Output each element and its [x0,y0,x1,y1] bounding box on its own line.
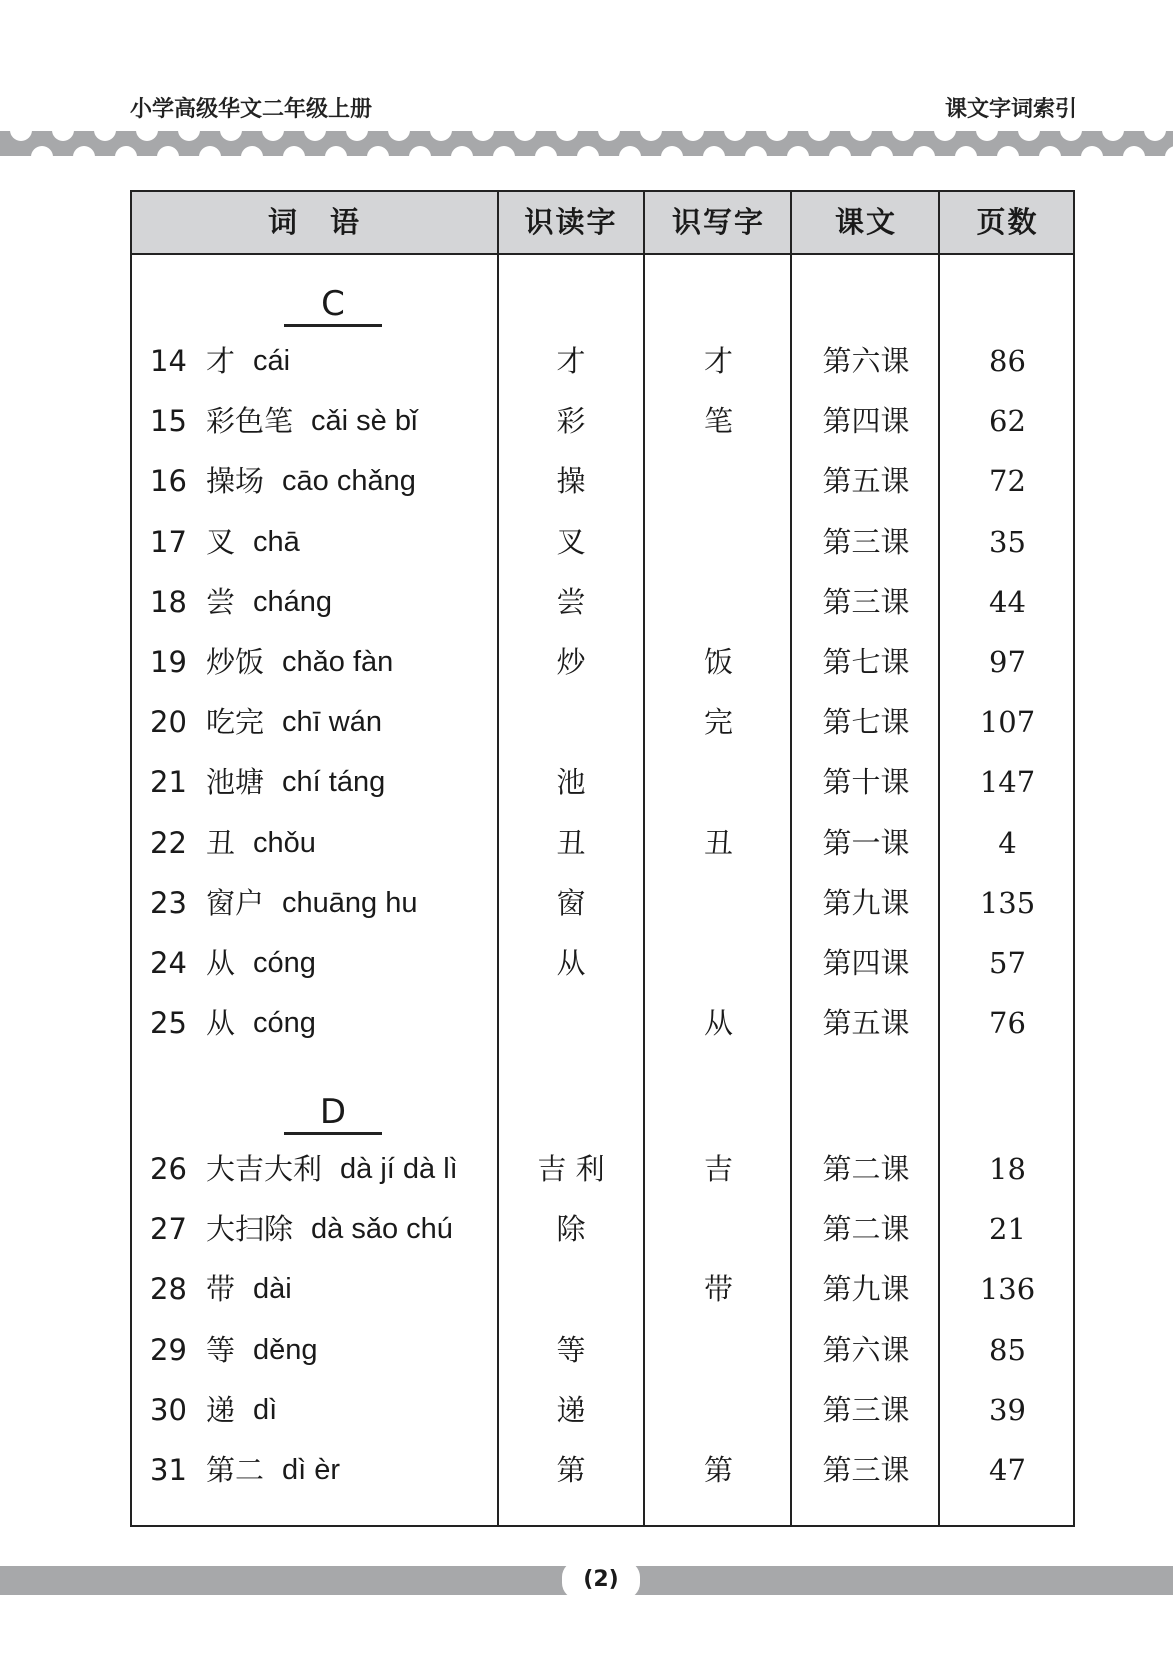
page-ref: 4 [998,825,1017,860]
band-dot [493,146,515,156]
band-dot [157,146,179,156]
entry-number: 30 [150,1392,187,1427]
word-index-table [130,190,1075,1527]
band-dot [220,131,242,141]
band-dot [325,146,347,156]
entry-pinyin: dì èr [282,1454,341,1486]
band-dot [283,146,305,156]
column-header-write-chars: 识写字 [671,205,765,239]
entry-number: 22 [150,825,187,860]
page-ref: 97 [989,645,1026,679]
table-row [132,1388,1073,1432]
write-chars: 才 [703,344,733,378]
band-dot [1060,131,1082,141]
entry-number: 18 [150,584,187,619]
page-ref: 47 [989,1453,1026,1487]
table-row [132,520,1073,564]
lesson: 第五课 [822,464,910,499]
read-chars: 叉 [556,524,586,559]
page-ref: 136 [979,1272,1036,1307]
band-dot [745,146,767,156]
read-chars: 窗 [556,885,586,920]
band-dot [52,131,74,141]
entry-number: 15 [150,404,187,439]
write-chars: 饭 [703,645,733,679]
table-row [132,1207,1073,1251]
decorative-dotted-band [0,131,1173,156]
page-ref: 76 [989,1006,1026,1041]
entry-pinyin: chǒu [253,826,316,859]
page-ref: 107 [979,705,1036,740]
band-dot [598,131,620,141]
entry-pinyin: chǎo fàn [282,646,394,678]
write-chars: 笔 [703,404,733,439]
band-dot [1039,146,1061,156]
book-title: 小学高级华文二年级上册 [130,97,373,122]
table-row [132,1147,1073,1191]
band-dot [199,146,221,156]
entry-word: 操场 [206,464,265,499]
band-dot [808,131,830,141]
band-dot [409,146,431,156]
entry-pinyin: dài [253,1273,292,1306]
band-dot [640,131,662,141]
band-dot [934,131,956,141]
entry-pinyin: cái [253,345,291,377]
page-ref: 44 [989,584,1026,619]
band-dot [976,131,998,141]
band-dot [262,131,284,141]
band-dot [892,131,914,141]
table-row [132,580,1073,624]
entry-number: 16 [150,464,187,499]
entry-pinyin: chí táng [282,766,386,799]
entry-pinyin: dà jí dà lì [340,1153,458,1185]
band-dot [955,146,977,156]
entry-word: 带 [206,1272,236,1307]
band-dot [871,146,893,156]
band-dot [829,146,851,156]
page-ref: 18 [989,1152,1026,1186]
write-chars: 丑 [703,825,733,860]
band-dot [73,146,95,156]
band-dot [430,131,452,141]
entry-number: 27 [150,1212,187,1247]
table-row [132,399,1073,443]
table-row [132,1267,1073,1311]
lesson: 第九课 [822,1272,910,1307]
entry-word: 大吉大利 [206,1152,323,1186]
lesson: 第七课 [822,645,910,679]
table-header [132,192,1073,255]
band-dot [997,146,1019,156]
band-dot [850,131,872,141]
band-dot [115,146,137,156]
band-dot [1102,131,1124,141]
band-dot [451,146,473,156]
section-letter: D [284,1092,382,1135]
column-header-read-chars: 识读字 [524,205,618,239]
entry-word: 炒饭 [206,645,265,679]
lesson: 第五课 [822,1006,910,1041]
entry-word: 等 [206,1332,236,1367]
lesson: 第二课 [822,1212,910,1247]
read-chars: 池 [556,765,586,800]
column-header-page: 页数 [976,205,1039,239]
entry-number: 20 [150,705,187,740]
table-row [132,1001,1073,1045]
table-row [132,640,1073,684]
entry-number: 28 [150,1272,187,1307]
column-header-lesson: 课文 [834,205,897,239]
band-dot [388,131,410,141]
entry-word: 第二 [206,1453,265,1487]
entry-number: 26 [150,1152,187,1186]
entry-number: 29 [150,1332,187,1367]
entry-word: 尝 [206,584,236,619]
band-dot [1165,146,1173,156]
band-dot [577,146,599,156]
entry-pinyin: děng [253,1333,318,1366]
band-dot [682,131,704,141]
lesson: 第一课 [822,825,910,860]
band-dot [472,131,494,141]
entry-number: 31 [150,1453,187,1487]
read-chars: 丑 [556,825,586,860]
table-row [132,339,1073,383]
entry-word: 递 [206,1392,236,1427]
band-dot [535,146,557,156]
table-row [132,881,1073,925]
read-chars: 从 [556,946,586,980]
entry-number: 14 [150,344,187,378]
band-dot [913,146,935,156]
column-header-word: 词 语 [267,205,361,239]
band-dot [1144,131,1166,141]
table-row [132,459,1073,503]
read-chars: 彩 [556,404,586,439]
band-dot [619,146,641,156]
lesson: 第三课 [822,524,910,559]
band-dot [1081,146,1103,156]
page-ref: 147 [979,765,1036,800]
band-dot [346,131,368,141]
entry-word: 才 [206,344,236,378]
page-ref: 35 [989,524,1026,559]
read-chars: 吉 利 [537,1152,605,1186]
page-ref: 72 [989,464,1026,499]
read-chars: 递 [556,1392,586,1427]
band-dot [766,131,788,141]
entry-pinyin: chī wán [282,706,382,739]
table-row [132,821,1073,865]
band-dot [136,131,158,141]
entry-pinyin: chuāng hu [282,886,418,919]
entry-number: 19 [150,645,187,679]
band-dot [10,131,32,141]
entry-pinyin: chā [253,525,300,558]
entry-number: 17 [150,524,187,559]
page-ref: 62 [989,404,1026,439]
band-dot [661,146,683,156]
write-chars: 带 [703,1272,733,1307]
entry-pinyin: dà sǎo chú [311,1213,453,1246]
read-chars: 操 [556,464,586,499]
band-dot [787,146,809,156]
band-dot [178,131,200,141]
entry-pinyin: cāo chǎng [282,465,416,498]
band-dot [703,146,725,156]
band-dot [94,131,116,141]
lesson: 第十课 [822,765,910,800]
entry-number: 23 [150,885,187,920]
read-chars: 才 [556,344,586,378]
entry-pinyin: dì [253,1393,278,1426]
band-dot [1018,131,1040,141]
lesson: 第九课 [822,885,910,920]
entry-word: 窗户 [206,885,265,920]
band-dot [556,131,578,141]
table-row [132,700,1073,744]
lesson: 第六课 [822,344,910,378]
table-row [132,941,1073,985]
entry-pinyin: cóng [253,1007,316,1040]
band-dot [31,146,53,156]
section-letter: C [284,284,382,327]
band-dot [724,131,746,141]
entry-number: 21 [150,765,187,800]
band-dot [1123,146,1145,156]
read-chars: 除 [556,1212,586,1247]
entry-number: 24 [150,946,187,980]
entry-number: 25 [150,1006,187,1041]
band-dot [514,131,536,141]
page-ref: 57 [989,946,1026,980]
page-ref: 85 [989,1332,1026,1367]
lesson: 第三课 [822,1453,910,1487]
page-ref: 135 [979,885,1036,920]
entry-pinyin: cóng [253,947,316,979]
lesson: 第三课 [822,584,910,619]
entry-word: 彩色笔 [206,404,294,439]
page-ref: 21 [989,1212,1026,1247]
lesson: 第三课 [822,1392,910,1427]
entry-word: 大扫除 [206,1212,294,1247]
lesson: 第四课 [822,404,910,439]
entry-word: 叉 [206,524,236,559]
table-row [132,1448,1073,1492]
lesson: 第四课 [822,946,910,980]
band-dot [304,131,326,141]
entry-pinyin: cǎi sè bǐ [311,405,418,438]
lesson: 第二课 [822,1152,910,1186]
band-dot [367,146,389,156]
write-chars: 第 [703,1453,733,1487]
entry-word: 池塘 [206,765,265,800]
write-chars: 从 [703,1006,733,1041]
write-chars: 完 [703,705,733,740]
page-number: (2) [562,1561,640,1599]
page-ref: 86 [989,344,1026,378]
entry-word: 从 [206,1006,236,1041]
entry-pinyin: cháng [253,585,333,618]
read-chars: 等 [556,1332,586,1367]
table-row [132,760,1073,804]
entry-word: 从 [206,946,236,980]
page-ref: 39 [989,1392,1026,1427]
write-chars: 吉 [703,1152,733,1186]
lesson: 第七课 [822,705,910,740]
read-chars: 尝 [556,584,586,619]
entry-word: 丑 [206,825,236,860]
table-row [132,1328,1073,1372]
read-chars: 炒 [556,645,586,679]
section-title: 课文字词索引 [944,97,1077,122]
entry-word: 吃完 [206,705,265,740]
lesson: 第六课 [822,1332,910,1367]
read-chars: 第 [556,1453,586,1487]
band-dot [241,146,263,156]
